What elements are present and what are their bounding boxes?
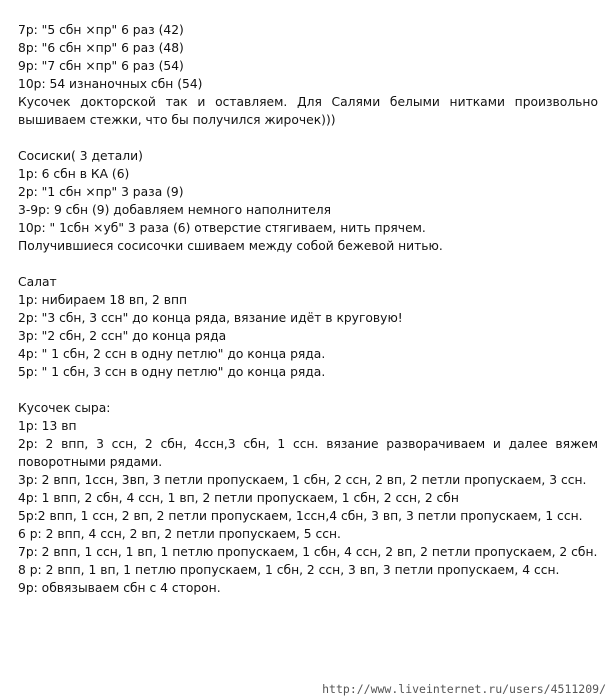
sausages-note: Получившиеся сосисочки сшиваем между собой бежевой нитью. — [18, 239, 443, 253]
cheese-row-9: 9р: обвязываем сбн с 4 сторон. — [18, 581, 221, 595]
cheese-title: Кусочек сыра: — [18, 401, 111, 415]
salad-row-2: 2р: "3 сбн, 3 ссн" до конца ряда, вязание идёт в круговую! — [18, 311, 403, 325]
cheese-row-2: 2р: 2 впп, 3 ссн, 2 сбн, 4ссн,3 сбн, 1 ссн. вязание разворачиваем и далее вяжем поворотными рядами. — [18, 437, 598, 469]
document-body — [18, 21, 598, 597]
sausages-title: Сосиски( 3 детали) — [18, 149, 143, 163]
cheese-row-1: 1р: 13 вп — [18, 419, 77, 433]
cheese-row-7: 7р: 2 впп, 1 ссн, 1 вп, 1 петлю пропускаем, 1 сбн, 4 ссн, 2 вп, 2 петли пропускаем, 2 сбн. — [18, 545, 598, 559]
intro-row-10: 10р: 54 изнаночных сбн (54) — [18, 77, 203, 91]
salad-row-3: 3р: "2 сбн, 2 ссн" до конца ряда — [18, 329, 227, 343]
cheese-row-5: 5р:2 впп, 1 ссн, 2 вп, 2 петли пропускаем, 1ссн,4 сбн, 3 вп, 3 петли пропускаем, 1 ссн. — [18, 509, 583, 523]
salad-row-1: 1р: нибираем 18 вп, 2 впп — [18, 293, 188, 307]
intro-row-9: 9р: "7 сбн ×пр" 6 раз (54) — [18, 59, 184, 73]
salad-title: Салат — [18, 275, 57, 289]
cheese-row-4: 4р: 1 впп, 2 сбн, 4 ссн, 1 вп, 2 петли пропускаем, 1 сбн, 2 ссн, 2 сбн — [18, 491, 459, 505]
intro-note: Кусочек докторской так и оставляем. Для Салями белыми нитками произвольно вышиваем стежки, что бы получился жирочек))) — [18, 95, 598, 127]
intro-row-7: 7р: "5 сбн ×пр" 6 раз (42) — [18, 23, 184, 37]
sausages-row-3: 3-9р: 9 сбн (9) добавляем немного наполнителя — [18, 203, 332, 217]
salad-row-4: 4р: " 1 сбн, 2 ссн в одну петлю" до конца ряда. — [18, 347, 326, 361]
sausages-row-2: 2р: "1 сбн ×пр" 3 раза (9) — [18, 185, 184, 199]
sausages-row-4: 10р: " 1сбн ×уб" 3 раза (6) отверстие стягиваем, нить прячем. — [18, 221, 426, 235]
cheese-row-3: 3р: 2 впп, 1ссн, 3вп, 3 петли пропускаем, 1 сбн, 2 ссн, 2 вп, 2 петли пропускаем, 3 ссн. — [18, 473, 587, 487]
sausages-row-1: 1р: 6 сбн в КА (6) — [18, 167, 130, 181]
intro-row-8: 8р: "6 сбн ×пр" 6 раз (48) — [18, 41, 184, 55]
watermark-url: http://www.liveinternet.ru/users/4511209/ — [322, 682, 606, 696]
cheese-row-8: 8 р: 2 впп, 1 вп, 1 петлю пропускаем, 1 сбн, 2 ссн, 3 вп, 3 петли пропускаем, 4 ссн. — [18, 563, 560, 577]
cheese-row-6: 6 р: 2 впп, 4 ссн, 2 вп, 2 петли пропускаем, 5 ссн. — [18, 527, 341, 541]
salad-row-5: 5р: " 1 сбн, 3 ссн в одну петлю" до конца ряда. — [18, 365, 326, 379]
